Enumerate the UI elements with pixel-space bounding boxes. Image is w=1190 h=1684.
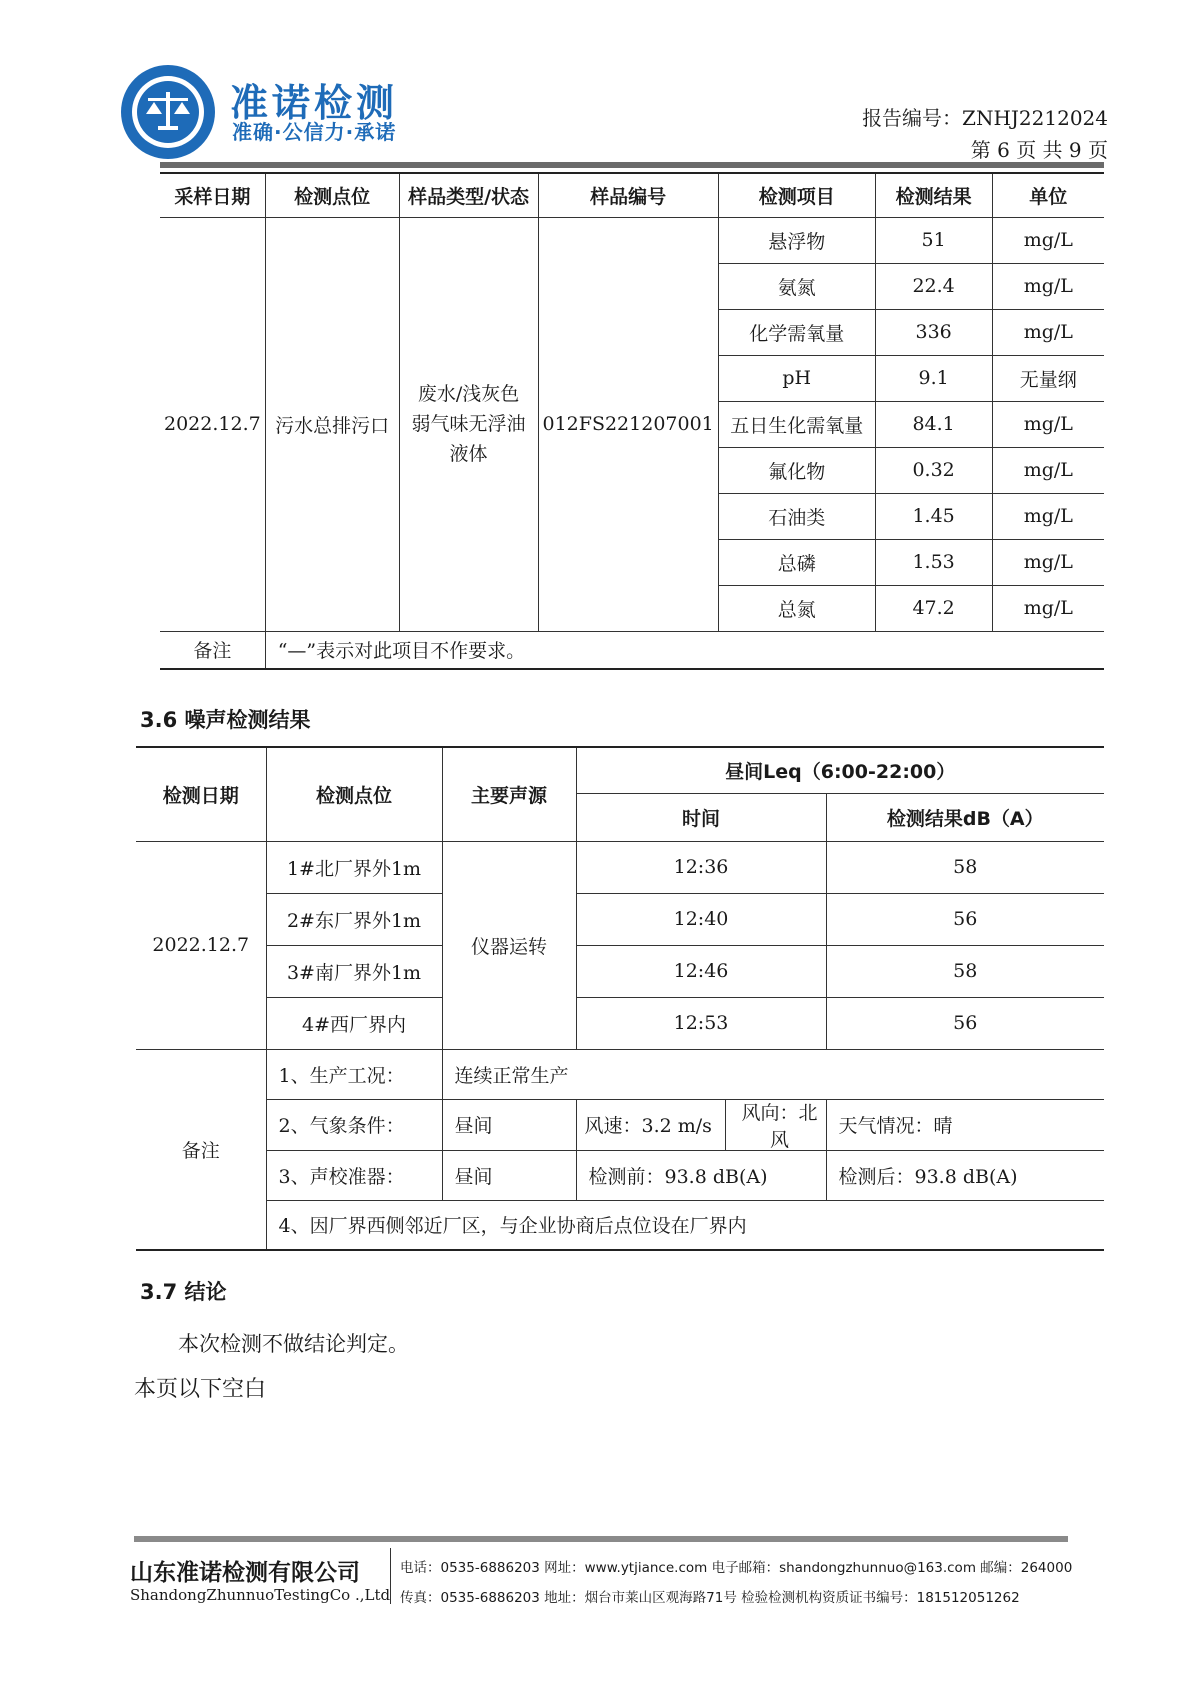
remark-1-label: 1、生产工况： (266, 1049, 442, 1099)
table-row (160, 217, 1104, 263)
noise-time: 12:53 (576, 997, 826, 1049)
item-unit: mg/L (992, 263, 1104, 309)
item-result: 51 (875, 217, 992, 263)
footer-rule (134, 1536, 1068, 1542)
section-3-6-title: 3.6 噪声检测结果 (140, 708, 311, 732)
wind-speed: 风速：3.2 m/s (577, 1100, 726, 1150)
sample-number: 012FS221207001 (538, 217, 718, 631)
noise-header-row (136, 747, 1104, 793)
company-name-cn: 山东准诺检测有限公司 (130, 1560, 360, 1586)
report-number: 报告编号：ZNHJ2212024 (862, 106, 1108, 130)
header-item: 检测项目 (718, 173, 875, 217)
header-noise-result: 检测结果dB（A） (826, 793, 1104, 841)
item-unit: mg/L (992, 217, 1104, 263)
blank-below-note: 本页以下空白 (134, 1377, 267, 1402)
table-row (136, 997, 1104, 1049)
noise-location: 2#东厂界外1m (266, 893, 442, 945)
item-name: pH (718, 355, 875, 401)
noise-date: 2022.12.7 (136, 841, 266, 1049)
item-name: 氟化物 (718, 447, 875, 493)
noise-location: 4#西厂界内 (266, 997, 442, 1049)
noise-result: 58 (826, 841, 1104, 893)
item-name: 悬浮物 (718, 217, 875, 263)
header-sample-no: 样品编号 (538, 173, 718, 217)
noise-result: 56 (826, 893, 1104, 945)
conclusion-text: 本次检测不做结论判定。 (178, 1332, 409, 1356)
table-row (136, 841, 1104, 893)
header-rule (160, 162, 1104, 168)
item-unit: mg/L (992, 309, 1104, 355)
item-result: 22.4 (875, 263, 992, 309)
header-test-location: 检测点位 (266, 747, 442, 841)
item-name: 氨氮 (718, 263, 875, 309)
header-location: 检测点位 (265, 173, 399, 217)
remark-2-period: 昼间 (442, 1099, 576, 1150)
item-name: 总磷 (718, 539, 875, 585)
remark-2-wind (576, 1099, 826, 1150)
remark-1-value: 连续正常生产 (442, 1049, 1104, 1099)
item-name: 石油类 (718, 493, 875, 539)
item-unit: mg/L (992, 585, 1104, 631)
item-result: 47.2 (875, 585, 992, 631)
noise-result: 56 (826, 997, 1104, 1049)
table-row (136, 945, 1104, 997)
item-result: 1.45 (875, 493, 992, 539)
noise-time: 12:36 (576, 841, 826, 893)
remark-3-period: 昼间 (442, 1150, 576, 1200)
note-label: 备注 (160, 631, 265, 669)
noise-time: 12:46 (576, 945, 826, 997)
remarks-label: 备注 (136, 1049, 266, 1250)
remark-2-label: 2、气象条件： (266, 1099, 442, 1150)
item-unit: mg/L (992, 447, 1104, 493)
noise-results-table (136, 746, 1104, 1251)
remark-row (136, 1200, 1104, 1250)
remark-row (136, 1099, 1104, 1150)
table-note-row (160, 631, 1104, 669)
item-result: 0.32 (875, 447, 992, 493)
calibration-after: 检测后：93.8 dB(A) (826, 1150, 1104, 1200)
item-result: 84.1 (875, 401, 992, 447)
header-time: 时间 (576, 793, 826, 841)
noise-source: 仪器运转 (442, 841, 576, 1049)
header-unit: 单位 (992, 173, 1104, 217)
section-3-7-title: 3.7 结论 (140, 1280, 227, 1304)
item-result: 9.1 (875, 355, 992, 401)
noise-result: 58 (826, 945, 1104, 997)
table-header-row (160, 173, 1104, 217)
item-name: 总氮 (718, 585, 875, 631)
footer-contact-line-1: 电话：0535-6886203 网址：www.ytjiance.com 电子邮箱：shandongzhunnuo@163.com 邮编：264000 (400, 1560, 1073, 1576)
remark-4: 4、因厂界西侧邻近厂区，与企业协商后点位设在厂界内 (266, 1200, 1104, 1250)
item-result: 336 (875, 309, 992, 355)
item-name: 五日生化需氧量 (718, 401, 875, 447)
water-results-table (160, 172, 1104, 670)
sampling-date: 2022.12.7 (160, 217, 265, 631)
noise-time: 12:40 (576, 893, 826, 945)
sample-type: 废水/浅灰色弱气味无浮油液体 (399, 217, 538, 631)
item-result: 1.53 (875, 539, 992, 585)
header-test-date: 检测日期 (136, 747, 266, 841)
item-unit: mg/L (992, 493, 1104, 539)
weather: 天气情况：晴 (826, 1099, 1104, 1150)
brand-slogan: 准确·公信力·承诺 (232, 120, 397, 144)
wind-direction: 风向：北风 (741, 1101, 818, 1151)
table-row (136, 893, 1104, 945)
header-result: 检测结果 (875, 173, 992, 217)
calibration-before: 检测前：93.8 dB(A) (576, 1150, 826, 1200)
header-sampling-date: 采样日期 (160, 173, 265, 217)
noise-location: 1#北厂界外1m (266, 841, 442, 893)
item-name: 化学需氧量 (718, 309, 875, 355)
company-name-en: ShandongZhunnuoTestingCo .,Ltd (130, 1586, 391, 1604)
footer-divider (390, 1548, 391, 1604)
footer-contact-line-2: 传真：0535-6886203 地址：烟台市莱山区观海路71号 检验检测机构资质证书编号：181512051262 (400, 1590, 1020, 1606)
remark-3-label: 3、声校准器： (266, 1150, 442, 1200)
company-logo-icon (118, 62, 218, 162)
note-text: “—”表示对此项目不作要求。 (265, 631, 1104, 669)
remark-row (136, 1150, 1104, 1200)
page-info: 第 6 页 共 9 页 (970, 138, 1108, 162)
header-daytime-period: 昼间Leq（6:00-22:00） (576, 747, 1104, 793)
item-unit: mg/L (992, 401, 1104, 447)
remark-row (136, 1049, 1104, 1099)
noise-location: 3#南厂界外1m (266, 945, 442, 997)
header-sample-type: 样品类型/状态 (399, 173, 538, 217)
item-unit: 无量纲 (992, 355, 1104, 401)
brand-title: 准诺检测 (230, 81, 399, 125)
item-unit: mg/L (992, 539, 1104, 585)
sampling-location: 污水总排污口 (265, 217, 399, 631)
header-noise-source: 主要声源 (442, 747, 576, 841)
